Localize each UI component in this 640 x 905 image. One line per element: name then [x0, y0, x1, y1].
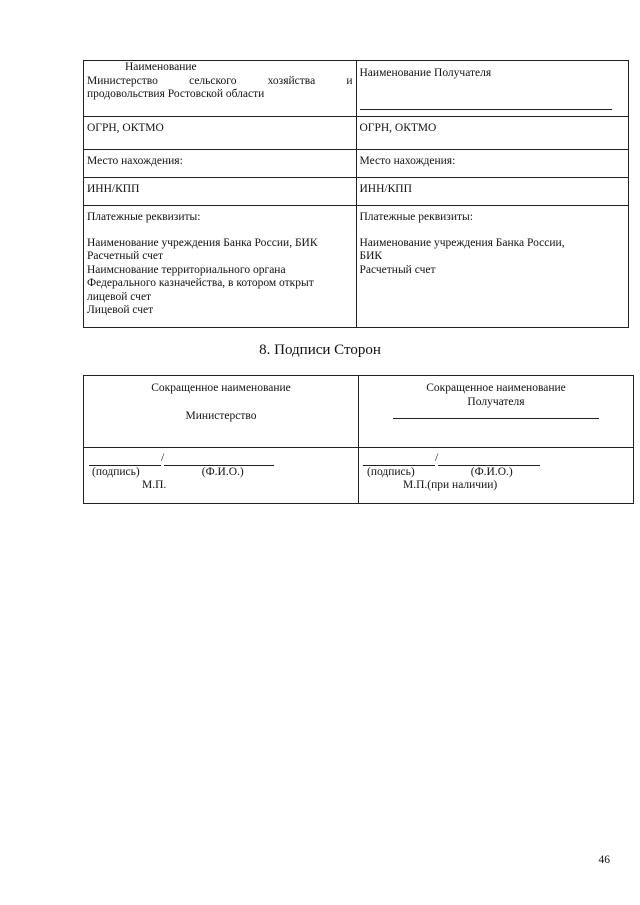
recipient-name-blank-line	[360, 95, 612, 110]
right-short-name-label-line1: Сокращенное наименование	[426, 382, 566, 394]
slash: /	[161, 452, 165, 464]
right-stamp: М.П.(при наличии)	[403, 479, 498, 491]
left-short-name-cell	[84, 376, 359, 448]
signature-blank	[363, 453, 435, 466]
fio-caption: (Ф.И.О.)	[470, 465, 513, 478]
slash: /	[435, 452, 439, 464]
right-signature-cell	[359, 448, 634, 504]
left-captions	[84, 466, 358, 480]
left-name-cell	[84, 61, 357, 117]
left-ogrn-cell: ОГРН, ОКТМО	[84, 117, 357, 150]
fio-blank	[164, 453, 274, 466]
signature-caption: (подпись)	[367, 465, 415, 478]
name-row	[84, 61, 629, 117]
left-signature-line	[84, 452, 358, 466]
fio-blank	[438, 453, 540, 466]
left-short-name-value: Министерство	[185, 409, 257, 422]
left-payment-line: Лицевой счет	[87, 304, 154, 316]
left-payment-cell	[84, 206, 357, 328]
left-payment-line: Наименование учреждения Банка России, БИК	[87, 236, 318, 249]
right-inn-cell: ИНН/КПП	[356, 178, 629, 206]
recipient-short-name-blank-line	[393, 413, 599, 419]
right-ogrn-cell: ОГРН, ОКТМО	[356, 117, 629, 150]
left-short-name-label: Сокращенное наименование	[151, 382, 291, 394]
page-number: 46	[598, 854, 610, 866]
left-inn-cell: ИНН/КПП	[84, 178, 357, 206]
right-payment-heading: Платежные реквизиты:	[359, 211, 473, 223]
fio-caption: (Ф.И.О.)	[201, 465, 244, 478]
left-payment-heading: Платежные реквизиты:	[87, 211, 201, 223]
left-name-value-line2: продовольствия Ростовской области	[87, 88, 265, 100]
right-captions	[359, 466, 633, 480]
signature-caption: (подпись)	[92, 465, 140, 478]
signatures-table	[83, 375, 634, 504]
left-signature-cell	[84, 448, 359, 504]
left-payment-line: Федерального казначейства, в котором открыт	[87, 277, 314, 289]
right-payment-line: Наименование учреждения Банка России,	[359, 236, 565, 249]
signature-row	[84, 448, 634, 504]
short-name-row	[84, 376, 634, 448]
right-short-name-cell	[359, 376, 634, 448]
left-stamp: М.П.	[142, 479, 167, 491]
left-payment-line: Расчетный счет	[87, 250, 163, 262]
right-short-name-label-line2: Получателя	[467, 395, 525, 408]
right-name-cell	[356, 61, 629, 117]
left-name-value-line1: Министерство сельского хозяйства и	[87, 74, 353, 87]
left-address-cell: Место нахождения:	[84, 150, 357, 178]
section-title: 8. Подписи Сторон	[259, 342, 381, 358]
right-signature-line	[359, 452, 633, 466]
payment-row	[84, 206, 629, 328]
right-payment-cell	[356, 206, 629, 328]
right-address-cell: Место нахождения:	[356, 150, 629, 178]
left-name-heading: Наименование	[125, 61, 197, 73]
right-payment-line: Расчетный счет	[359, 263, 436, 276]
ogrn-row	[84, 117, 629, 150]
signature-blank	[89, 453, 161, 466]
right-payment-line: БИК	[359, 250, 383, 262]
inn-row	[84, 178, 629, 206]
requisites-table	[83, 60, 629, 328]
left-payment-line: лицевой счет	[87, 290, 152, 303]
address-row	[84, 150, 629, 178]
right-name-heading: Наименование Получателя	[359, 67, 492, 79]
left-payment-line: Наимснование территориального органа	[87, 263, 286, 276]
